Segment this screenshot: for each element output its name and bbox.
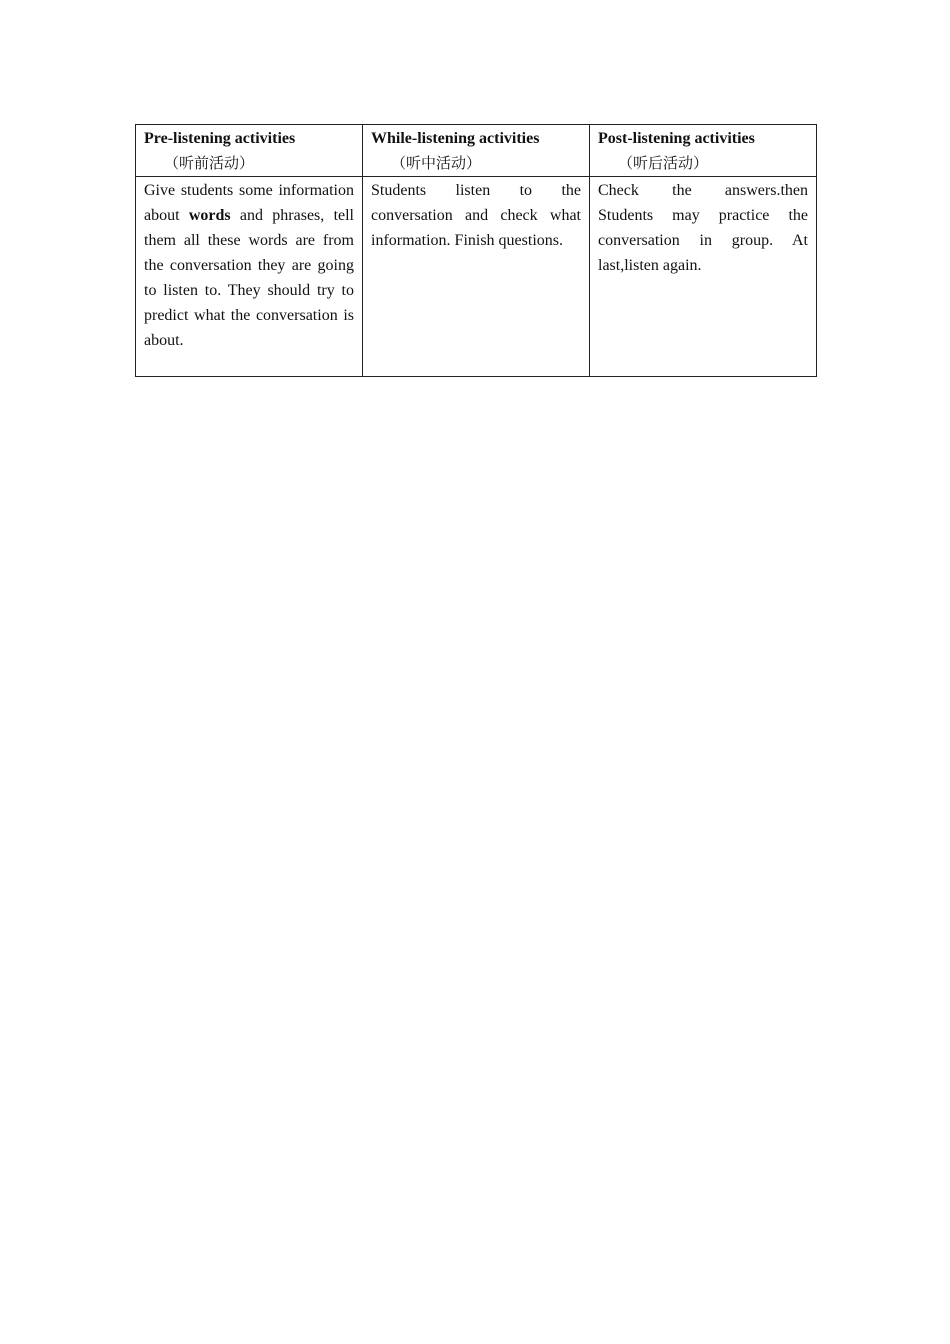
table-body-row: [136, 177, 817, 377]
header-cell-while-listening: [363, 125, 590, 177]
bold-text-segment: words: [188, 207, 231, 224]
text-segment: Give students some information about: [144, 182, 354, 224]
listening-activities-table: [135, 124, 817, 377]
header-title: Post-listening activities: [598, 130, 755, 147]
header-title: Pre-listening activities: [144, 130, 296, 147]
header-subtitle-zh: （听前活动）: [164, 154, 255, 172]
table-header-row: [136, 125, 817, 177]
cell-pre-listening: [136, 177, 363, 377]
cell-text: Check the answers.then Students may practice the conversation in group. At last,listen again.: [598, 182, 808, 274]
header-subtitle-zh: （听中活动）: [391, 154, 482, 172]
header-cell-post-listening: [590, 125, 817, 177]
cell-text: [144, 178, 354, 353]
cell-while-listening: [363, 177, 590, 377]
header-cell-pre-listening: [136, 125, 363, 177]
text-segment: and phrases, tell them all these words are from the conversation they are going to listen to. They should try to predict what the conversation is about.: [144, 207, 355, 349]
header-title: While-listening activities: [371, 130, 540, 147]
header-subtitle-zh: （听后活动）: [618, 154, 709, 172]
cell-text: Students listen to the conversation and check what information. Finish questions.: [371, 182, 581, 249]
cell-post-listening: [590, 177, 817, 377]
